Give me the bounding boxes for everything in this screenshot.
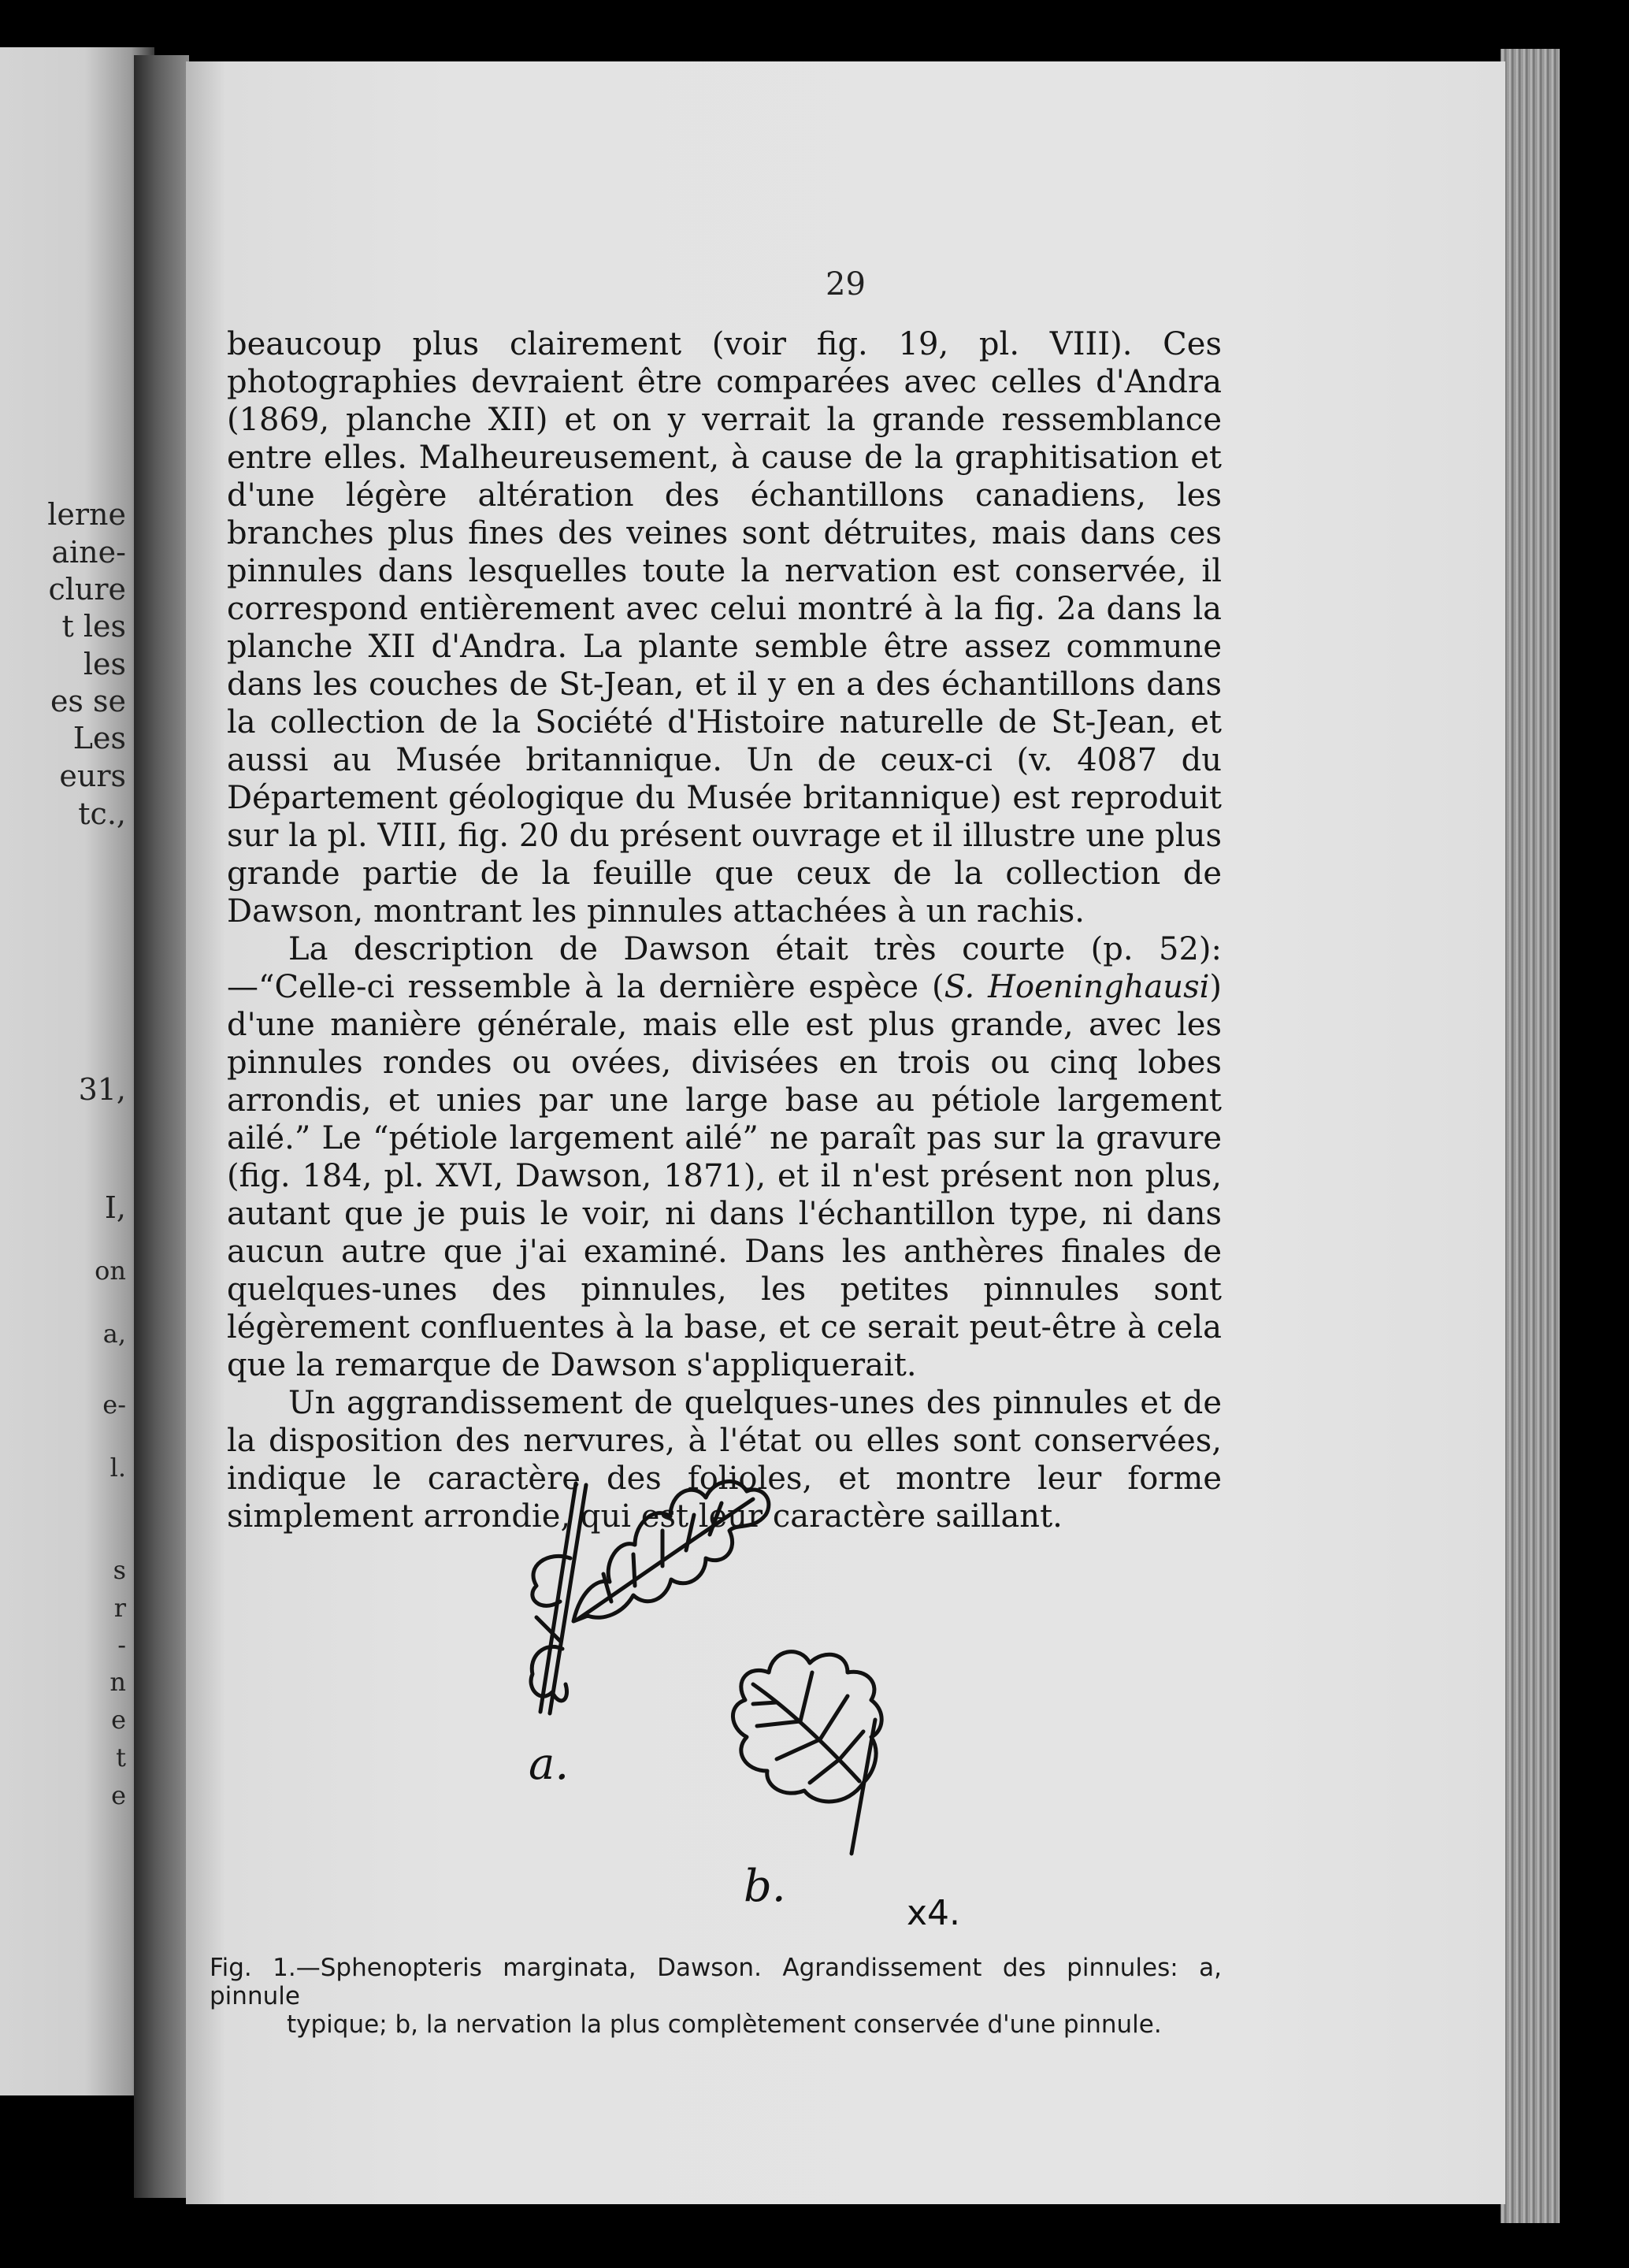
left-fragment: I,	[104, 1190, 126, 1225]
left-fragment: lerne	[47, 497, 126, 532]
left-fragment: t les	[61, 609, 126, 644]
left-fragment: eurs	[59, 759, 126, 793]
left-fragment: -	[117, 1630, 126, 1660]
paragraph-2	[227, 930, 1222, 1384]
rachis-a	[540, 1483, 576, 1712]
left-fragment: a,	[102, 1319, 126, 1349]
right-page	[186, 61, 1505, 2204]
leaflet-a-veins	[603, 1503, 722, 1602]
species-name: S. Hoeninghausi	[944, 969, 1210, 1005]
magnification-label: x4.	[907, 1893, 961, 1932]
left-fragment: l.	[109, 1453, 126, 1483]
left-fragment: clure	[48, 572, 126, 607]
page-number: 29	[826, 266, 866, 303]
figure-caption	[210, 1954, 1222, 2039]
paragraph-1: beaucoup plus clairement (voir fig. 19, pl. VIII). Ces photographies devraient être comparées avec celles d'Andra (1869, planche XII) et on y verrait la grande ressemblance entre elles. Malheureusement, à cause de la graphitisation et d'une légère altération des échantillons canadiens, les branches plus fines des veines sont détruites, mais dans ces pinnules dans lesquelles toute la nervation est conservée, il correspond entièrement avec celui montré à la fig. 2a dans la planche XII d'Andra. La plante semble être assez commune dans les couches de St-Jean, et il y en a des échantillons dans la collection de la Société d'Histoire naturelle de St-Jean, et aussi au Musée britannique. Un de ceux-ci (v. 4087 du Département géologique du Musée britannique) est reproduit sur la pl. VIII, fig. 20 du présent ouvrage et il illustre une plus grande partie de la feuille que ceux de la collection de Dawson, montrant les pinnules attachées à un rachis.	[227, 326, 1222, 930]
book-gutter	[134, 55, 189, 2198]
left-fragment: aine-	[51, 535, 126, 570]
left-fragment: tc.,	[78, 796, 126, 831]
left-fragment: e	[111, 1780, 126, 1810]
pinnule-a-drawing	[531, 1482, 769, 1713]
pinnule-figure	[517, 1412, 1147, 1932]
figure-label-b: b.	[744, 1861, 786, 1912]
paragraph-3: Un aggrandissement de quelques-unes des pinnules et de la disposition des nervures, à l'état ou elles sont conservées, indique le caractère des folioles, et montre leur forme simplement arrondie, qui est leur caractère saillant.	[227, 1385, 1222, 1535]
pinnule-b-drawing	[733, 1652, 881, 1854]
left-fragment: n	[109, 1667, 126, 1697]
left-page-text-fragments	[0, 47, 142, 2095]
paragraph-2-start: La description de Dawson était très courte (p. 52):—“Celle-ci ressemble à la dernière espèce (	[227, 931, 1222, 1005]
left-fragment: s	[113, 1555, 126, 1585]
left-fragment: les	[83, 647, 126, 681]
left-fragment: 31,	[78, 1072, 126, 1107]
pinnule-a-vein	[536, 1617, 560, 1641]
leaflet-a-midrib	[578, 1499, 753, 1619]
caption-line-2: typique; b, la nervation la plus complètement conservée d'une pinnule.	[287, 2010, 1162, 2039]
body-text	[227, 325, 1222, 1535]
left-fragment: e	[111, 1705, 126, 1735]
left-fragment: on	[95, 1256, 126, 1286]
caption-line-1: Fig. 1.—Sphenopteris marginata, Dawson. Agrandissement des pinnules: a, pinnule	[210, 1954, 1222, 2010]
left-fragment: es se	[50, 684, 126, 718]
paragraph-2-rest: ) d'une manière générale, mais elle est plus grande, avec les pinnules rondes ou ovées, divisées en trois ou cinq lobes arrondis, et unies par une large base au pétiole largement ailé.” Le “pétiole largement ailé” ne paraît pas sur la gravure (fig. 184, pl. XVI, Dawson, 1871), et il n'est présent non plus, autant que je puis le voir, ni dans l'échantillon type, ni dans aucun autre que j'ai examiné. Dans les anthères finales de quelques-unes des pinnules, les petites pinnules sont légèrement confluentes à la base, et ce serait peut-être à cela que la remarque de Dawson s'appliquerait.	[227, 969, 1222, 1383]
left-page	[0, 47, 154, 2095]
left-fragment: Les	[72, 721, 126, 755]
left-fragment: r	[113, 1593, 126, 1623]
page-edges	[1501, 49, 1560, 2223]
left-fragment: t	[116, 1743, 126, 1772]
left-fragment: e-	[102, 1390, 126, 1420]
figure-label-a: a.	[529, 1739, 570, 1790]
